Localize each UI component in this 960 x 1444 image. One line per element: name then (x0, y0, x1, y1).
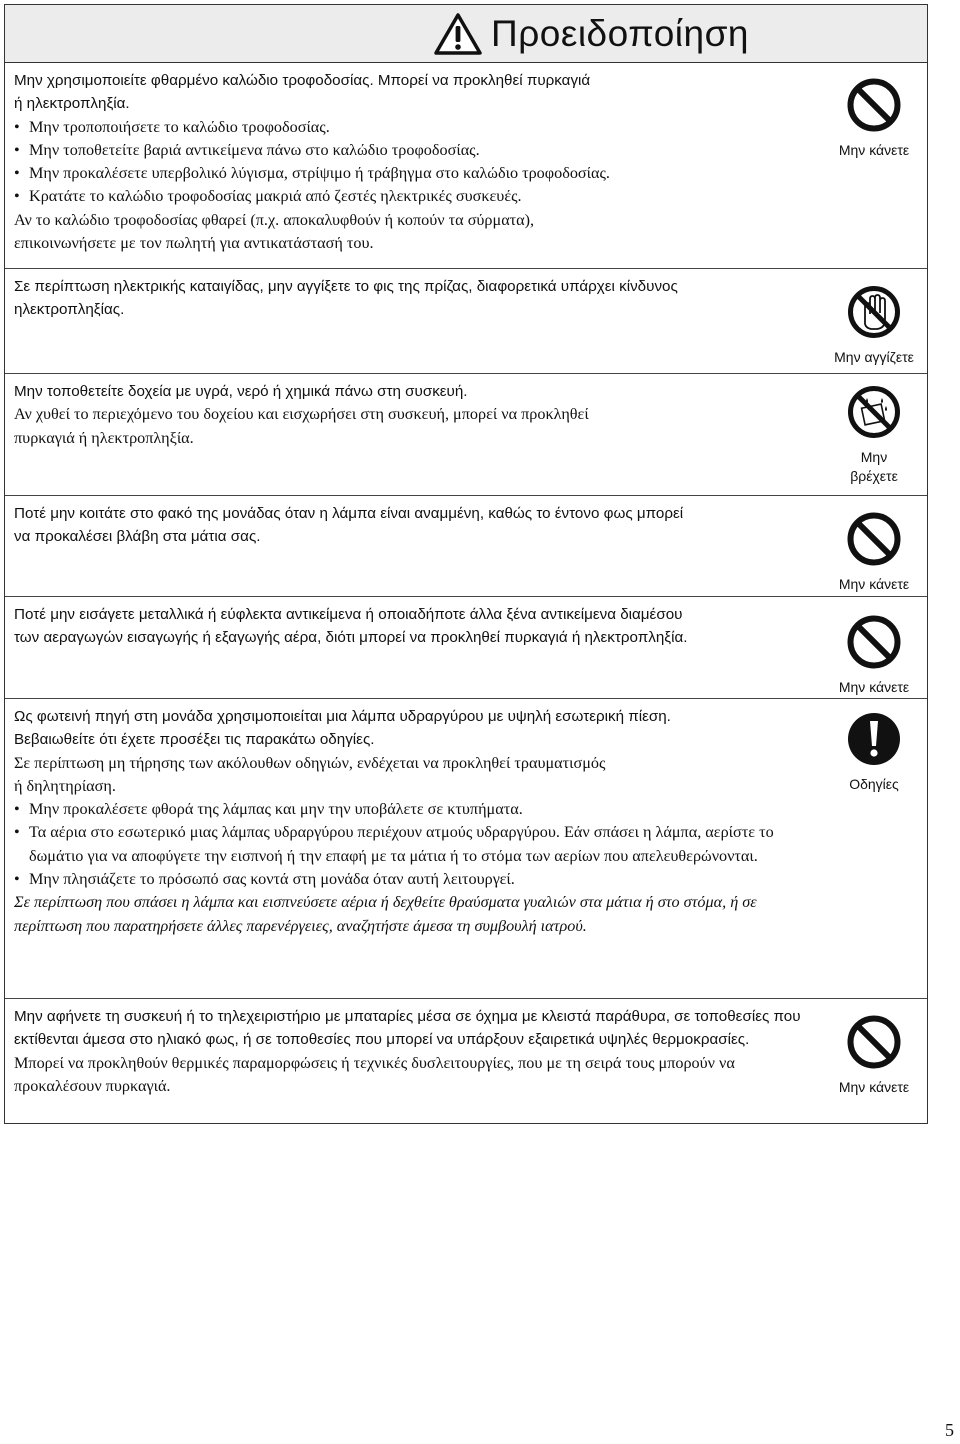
bullet-item: • Μην προκαλέσετε φθορά της λάμπας και μην την υποβάλετε σε κτυπήματα. (14, 798, 814, 821)
bullet-item: • Μην πλησιάζετε το πρόσωπό σας κοντά στη μονάδα όταν αυτή λειτουργεί. (14, 868, 814, 891)
section-text (14, 1005, 814, 1098)
symbol-label-line: Οδηγίες (849, 776, 899, 792)
no-touch-icon (846, 284, 902, 340)
paragraph: Αν χυθεί το περιεχόμενο του δοχείου και εισχωρήσει στη συσκευή, μπορεί να προκληθεί (14, 405, 589, 424)
symbol-label-line: βρέχετε (850, 468, 898, 484)
symbol-label (819, 775, 929, 794)
paragraph: Σε περίπτωση μη τήρησης των ακόλουθων οδηγιών, ενδέχεται να προκληθεί τραυματισμός (14, 753, 606, 772)
page-title: Προειδοποίηση (490, 12, 749, 54)
paragraph: Μπορεί να προκληθούν θερμικές παραμορφώσεις ή τεχνικές δυσλειτουργίες, που με τη σειρά τους μπορούν να προκαλέσουν πυρκαγιά. (14, 1053, 735, 1095)
symbol-label (819, 1078, 929, 1097)
symbol-label-line: Μην κάνετε (838, 142, 910, 158)
paragraph: επικοινωνήσετε με τον πωλητή για αντικατάστασή του. (14, 234, 374, 253)
section-text (14, 603, 814, 650)
safety-symbol (819, 511, 929, 594)
bullet-item: • Μην προκαλέσετε υπερβολικό λύγισμα, στρίψιμο ή τράβηγμα στο καλώδιο τροφοδοσίας. (14, 162, 814, 185)
paragraph: Μην αφήνετε τη συσκευή ή το τηλεχειριστήριο με μπαταρίες μέσα σε όχημα με κλειστά παράθυρα, σε τοποθεσίες που εκτίθενται άμεσα στο ηλιακό φως, ή σε τοποθεσίες που μπορεί να υπάρξουν εξαιρετικά υψηλές θερμοκρασίες. (14, 1008, 801, 1049)
bullet-item: • Κρατάτε το καλώδιο τροφοδοσίας μακριά από ζεστές ηλεκτρικές συσκευές. (14, 185, 814, 208)
symbol-label (819, 575, 929, 594)
symbol-label (819, 348, 929, 367)
warning-triangle-icon (433, 12, 483, 56)
paragraph: Σε περίπτωση που σπάσει η λάμπα και εισπνεύσετε αέρια ή δεχθείτε θραύσματα γυαλιών στα μάτια ή στο στόμα, ή σε περίπτωση που παρατηρήσετε άλλες παρενέργειες, αναζητήστε άμεσα τη συμβουλή ιατρού. (14, 893, 757, 935)
symbol-label (819, 448, 929, 486)
warning-section (5, 596, 927, 698)
no-wet-icon (846, 384, 902, 440)
paragraph: ή ηλεκτροπληξία. (14, 95, 130, 113)
safety-symbol (819, 384, 929, 486)
bullet-item: • Τα αέρια στο εσωτερικό μιας λάμπας υδραργύρου περιέχουν ατμούς υδραργύρου. Εάν σπάσει η λάμπα, αερίστε το δωμάτιο για να αποφύγετε την εισπνοή ή την επαφή με τα μάτια ή το στόμα των αερίων που απελευθερώνονται. (14, 821, 814, 868)
paragraph: των αεραγωγών εισαγωγής ή εξαγωγής αέρα, διότι μπορεί να προκληθεί πυρκαγιά ή ηλεκτροπληξία. (14, 629, 688, 647)
paragraph: Αν το καλώδιο τροφοδοσίας φθαρεί (π.χ. αποκαλυφθούν ή κοπούν τα σύρματα), (14, 210, 535, 229)
paragraph: Ποτέ μην εισάγετε μεταλλικά ή εύφλεκτα αντικείμενα ή οποιαδήποτε άλλα ξένα αντικείμενα διαμέσου (14, 606, 683, 623)
paragraph: Μην χρησιμοποιείτε φθαρμένο καλώδιο τροφοδοσίας. Μπορεί να προκληθεί πυρκαγιά (14, 72, 591, 89)
prohibition-icon (846, 1014, 902, 1070)
paragraph: Ποτέ μην κοιτάτε στο φακό της μονάδας όταν η λάμπα είναι αναμμένη, καθώς το έντονο φως μπορεί (14, 505, 684, 522)
title-bar (5, 5, 927, 63)
paragraph: Βεβαιωθείτε ότι έχετε προσέξει τις παρακάτω οδηγίες. (14, 731, 375, 749)
symbol-label-line: Μην (860, 449, 888, 465)
prohibition-icon (846, 77, 902, 133)
prohibition-icon (846, 511, 902, 567)
warning-section (5, 373, 927, 495)
warning-box (4, 4, 928, 1124)
warning-section (5, 998, 927, 1123)
warning-section (5, 63, 927, 268)
symbol-label-line: Μην κάνετε (838, 576, 910, 592)
paragraph: Μην τοποθετείτε δοχεία με υγρά, νερό ή χημικά πάνω στη συσκευή. (14, 383, 468, 400)
safety-symbol (819, 614, 929, 697)
paragraph: ηλεκτροπληξίας. (14, 301, 125, 319)
section-text (14, 705, 814, 938)
paragraph: Σε περίπτωση ηλεκτρικής καταιγίδας, μην αγγίξετε το φις της πρίζας, διαφορετικά υπάρχει κίνδυνος (14, 278, 678, 295)
section-text (14, 275, 814, 322)
section-text (14, 502, 814, 549)
section-text (14, 69, 814, 255)
safety-symbol (819, 711, 929, 794)
symbol-label-line: Μην κάνετε (838, 679, 910, 695)
warning-section (5, 495, 927, 596)
safety-symbol (819, 1014, 929, 1097)
safety-symbol (819, 284, 929, 367)
warning-section (5, 268, 927, 373)
prohibition-icon (846, 614, 902, 670)
section-text (14, 380, 814, 450)
paragraph: Ως φωτεινή πηγή στη μονάδα χρησιμοποιείται μια λάμπα υδραργύρου με υψηλή εσωτερική πίεση. (14, 708, 671, 725)
mandatory-exclamation-icon (846, 711, 902, 767)
bullet-item: • Μην τοποθετείτε βαριά αντικείμενα πάνω στο καλώδιο τροφοδοσίας. (14, 139, 814, 162)
paragraph: ή δηλητηρίαση. (14, 776, 116, 795)
paragraph: πυρκαγιά ή ηλεκτροπληξία. (14, 428, 194, 447)
symbol-label (819, 141, 929, 160)
paragraph: να προκαλέσει βλάβη στα μάτια σας. (14, 528, 261, 546)
warning-section (5, 698, 927, 998)
symbol-label (819, 678, 929, 697)
symbol-label-line: Μην αγγίζετε (834, 349, 914, 365)
bullet-item: • Μην τροποποιήσετε το καλώδιο τροφοδοσίας. (14, 116, 814, 139)
symbol-label-line: Μην κάνετε (838, 1079, 910, 1095)
page-number: 5 (945, 1420, 954, 1440)
safety-symbol (819, 77, 929, 160)
